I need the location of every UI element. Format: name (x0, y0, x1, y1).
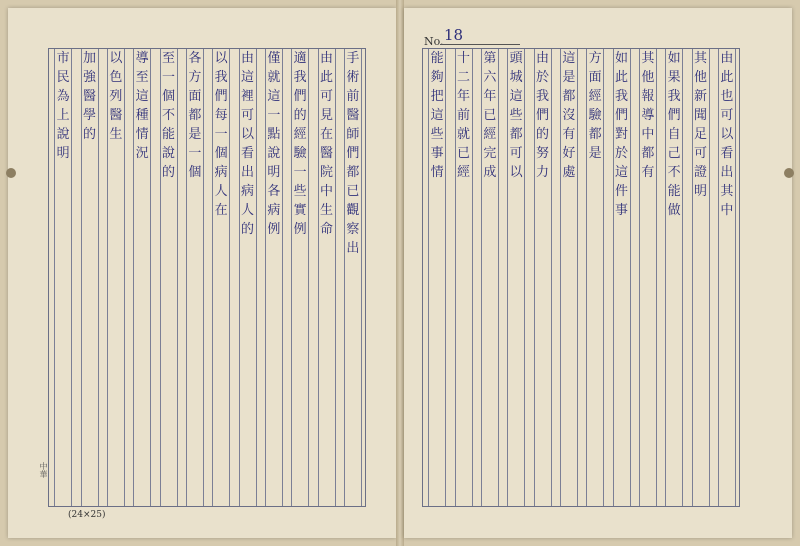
handwritten-char: 其 (641, 51, 655, 66)
handwritten-char: 自 (667, 127, 681, 142)
left-manuscript-page (8, 8, 396, 538)
handwritten-char: 事 (430, 146, 444, 161)
handwritten-char: 這 (614, 165, 628, 180)
handwritten-char: 些 (509, 108, 523, 123)
handwritten-char: 十 (456, 51, 470, 66)
handwritten-char: 學 (82, 108, 96, 123)
handwritten-char: 足 (693, 127, 707, 142)
handwritten-char: 是 (588, 146, 602, 161)
manuscript-column (560, 49, 578, 506)
handwritten-char: 努 (535, 146, 549, 161)
handwritten-char: 中 (319, 184, 333, 199)
handwritten-char: 個 (188, 165, 202, 180)
handwritten-char: 報 (641, 89, 655, 104)
manuscript-column (54, 49, 72, 506)
manuscript-column (81, 49, 99, 506)
handwritten-char: 裡 (240, 89, 254, 104)
handwritten-char: 們 (535, 108, 549, 123)
handwritten-char: 他 (693, 70, 707, 85)
handwritten-char: 個 (214, 146, 228, 161)
handwritten-char: 這 (562, 51, 576, 66)
handwritten-char: 處 (562, 165, 576, 180)
handwritten-char: 明 (56, 146, 70, 161)
handwritten-char: 能 (161, 127, 175, 142)
handwritten-char: 以 (720, 127, 734, 142)
handwritten-char: 對 (614, 127, 628, 142)
manuscript-column (586, 49, 604, 506)
handwritten-char: 種 (135, 108, 149, 123)
handwritten-char: 例 (293, 222, 307, 237)
handwritten-char: 於 (614, 146, 628, 161)
handwritten-char: 可 (240, 108, 254, 123)
handwritten-char: 在 (214, 203, 228, 218)
handwritten-char: 出 (240, 165, 254, 180)
handwritten-char: 實 (293, 203, 307, 218)
handwritten-char: 的 (82, 127, 96, 142)
handwritten-char: 列 (109, 89, 123, 104)
handwritten-char: 由 (535, 51, 549, 66)
handwritten-char: 第 (483, 51, 497, 66)
page-number-underline (440, 44, 520, 45)
handwritten-char: 件 (614, 184, 628, 199)
handwritten-char: 證 (693, 165, 707, 180)
handwritten-char: 些 (293, 184, 307, 199)
handwritten-char: 年 (483, 89, 497, 104)
manuscript-column (133, 49, 151, 506)
handwritten-char: 就 (456, 127, 470, 142)
handwritten-char: 生 (109, 127, 123, 142)
handwritten-char: 中 (641, 127, 655, 142)
handwritten-char: 是 (562, 70, 576, 85)
handwritten-char: 於 (535, 70, 549, 85)
handwritten-char: 明 (693, 184, 707, 199)
handwritten-char: 已 (483, 108, 497, 123)
handwritten-char: 夠 (430, 70, 444, 85)
handwritten-char: 方 (188, 70, 202, 85)
handwritten-char: 生 (319, 203, 333, 218)
manuscript-column (455, 49, 473, 506)
handwritten-char: 病 (267, 203, 281, 218)
handwritten-char: 至 (161, 51, 175, 66)
manuscript-column (507, 49, 525, 506)
handwritten-char: 驗 (588, 108, 602, 123)
handwritten-char: 明 (267, 165, 281, 180)
handwritten-char: 至 (135, 70, 149, 85)
handwritten-char: 頭 (509, 51, 523, 66)
handwritten-char: 年 (456, 89, 470, 104)
handwritten-char: 就 (267, 70, 281, 85)
handwritten-char: 六 (483, 70, 497, 85)
handwritten-char: 可 (693, 146, 707, 161)
manuscript-column (291, 49, 309, 506)
handwritten-char: 導 (135, 51, 149, 66)
handwritten-char: 在 (319, 127, 333, 142)
handwritten-char: 由 (240, 51, 254, 66)
right-manuscript-page (404, 8, 792, 538)
handwritten-char: 各 (188, 51, 202, 66)
handwritten-char: 此 (319, 70, 333, 85)
handwritten-char: 醫 (346, 108, 360, 123)
handwritten-char: 都 (188, 108, 202, 123)
handwritten-char: 出 (346, 241, 360, 256)
handwritten-char: 以 (509, 165, 523, 180)
handwritten-char: 一 (293, 165, 307, 180)
manuscript-column (318, 49, 336, 506)
handwritten-char: 這 (509, 89, 523, 104)
handwritten-char: 經 (588, 89, 602, 104)
handwritten-char: 的 (535, 127, 549, 142)
manuscript-column (428, 49, 446, 506)
handwritten-char: 我 (293, 70, 307, 85)
handwritten-char: 看 (720, 146, 734, 161)
handwritten-char: 每 (214, 108, 228, 123)
handwritten-char: 已 (346, 184, 360, 199)
handwritten-char: 不 (667, 165, 681, 180)
manuscript-column (186, 49, 204, 506)
manuscript-column (718, 49, 736, 506)
handwritten-char: 市 (56, 51, 70, 66)
handwritten-char: 觀 (346, 203, 360, 218)
handwritten-char: 可 (319, 89, 333, 104)
handwritten-char: 這 (240, 70, 254, 85)
handwritten-char: 醫 (109, 108, 123, 123)
handwritten-char: 的 (161, 165, 175, 180)
handwritten-char: 他 (641, 70, 655, 85)
handwritten-char: 命 (319, 222, 333, 237)
manuscript-column (265, 49, 283, 506)
handwritten-char: 前 (456, 108, 470, 123)
binding-hole (6, 168, 16, 178)
handwritten-char: 們 (346, 146, 360, 161)
handwritten-char: 不 (161, 108, 175, 123)
publisher-mark: 中華 (39, 462, 48, 478)
handwritten-char: 此 (720, 70, 734, 85)
handwritten-char: 方 (588, 51, 602, 66)
handwritten-char: 有 (562, 127, 576, 142)
handwritten-char: 說 (161, 146, 175, 161)
handwritten-char: 城 (509, 70, 523, 85)
handwritten-char: 些 (430, 127, 444, 142)
handwritten-char: 一 (161, 70, 175, 85)
manuscript-column (107, 49, 125, 506)
handwritten-char: 適 (293, 51, 307, 66)
handwritten-char: 院 (319, 165, 333, 180)
handwritten-char: 看 (240, 146, 254, 161)
handwritten-char: 人 (214, 184, 228, 199)
handwritten-char: 這 (430, 108, 444, 123)
handwritten-char: 完 (483, 146, 497, 161)
page-number-value: 18 (444, 26, 464, 44)
handwritten-char: 個 (161, 89, 175, 104)
handwritten-char: 其 (720, 184, 734, 199)
handwritten-char: 導 (641, 108, 655, 123)
handwritten-char: 說 (56, 127, 70, 142)
handwritten-char: 二 (456, 70, 470, 85)
handwritten-char: 的 (293, 108, 307, 123)
handwritten-char: 新 (693, 89, 707, 104)
handwritten-char: 們 (214, 89, 228, 104)
handwritten-char: 僅 (267, 51, 281, 66)
handwritten-char: 點 (267, 127, 281, 142)
handwritten-char: 各 (267, 184, 281, 199)
handwritten-char: 可 (720, 108, 734, 123)
handwritten-char: 以 (240, 127, 254, 142)
paper-size-label: (24×25) (68, 510, 106, 520)
handwritten-char: 能 (667, 184, 681, 199)
handwritten-char: 都 (641, 146, 655, 161)
handwritten-char: 聞 (693, 108, 707, 123)
handwritten-char: 經 (456, 165, 470, 180)
manuscript-column (639, 49, 657, 506)
manuscript-column (534, 49, 552, 506)
handwritten-char: 民 (56, 70, 70, 85)
handwritten-char: 面 (588, 70, 602, 85)
handwritten-char: 經 (483, 127, 497, 142)
handwritten-char: 能 (430, 51, 444, 66)
binding-hole (784, 168, 794, 178)
handwritten-char: 一 (188, 146, 202, 161)
handwritten-char: 醫 (319, 146, 333, 161)
page-number-label: No. (424, 35, 444, 48)
handwritten-char: 這 (267, 89, 281, 104)
handwritten-char: 都 (588, 127, 602, 142)
handwritten-char: 中 (720, 203, 734, 218)
handwritten-char: 一 (214, 127, 228, 142)
handwritten-char: 是 (188, 127, 202, 142)
handwritten-char: 已 (456, 146, 470, 161)
handwritten-char: 都 (346, 165, 360, 180)
handwritten-char: 們 (667, 108, 681, 123)
handwritten-char: 病 (214, 165, 228, 180)
handwritten-char: 我 (667, 89, 681, 104)
handwritten-char: 有 (641, 165, 655, 180)
handwritten-char: 沒 (562, 108, 576, 123)
handwritten-char: 術 (346, 70, 360, 85)
handwritten-char: 情 (135, 127, 149, 142)
handwritten-char: 都 (562, 89, 576, 104)
handwritten-char: 如 (614, 51, 628, 66)
handwritten-char: 其 (693, 51, 707, 66)
manuscript-column (692, 49, 710, 506)
handwritten-char: 病 (240, 184, 254, 199)
handwritten-char: 說 (267, 146, 281, 161)
handwritten-char: 這 (135, 89, 149, 104)
handwritten-char: 醫 (82, 89, 96, 104)
handwritten-char: 察 (346, 222, 360, 237)
handwritten-char: 況 (135, 146, 149, 161)
handwritten-char: 例 (267, 222, 281, 237)
handwritten-char: 我 (614, 89, 628, 104)
handwritten-char: 由 (319, 51, 333, 66)
handwritten-char: 手 (346, 51, 360, 66)
handwritten-char: 人 (240, 203, 254, 218)
manuscript-column (160, 49, 178, 506)
manuscript-column (665, 49, 683, 506)
handwritten-char: 如 (667, 51, 681, 66)
handwritten-char: 經 (293, 127, 307, 142)
handwritten-char: 加 (82, 51, 96, 66)
manuscript-column (613, 49, 631, 506)
manuscript-column (344, 49, 362, 506)
handwritten-char: 力 (535, 165, 549, 180)
handwritten-char: 出 (720, 165, 734, 180)
manuscript-column (212, 49, 230, 506)
handwritten-char: 由 (720, 51, 734, 66)
handwritten-char: 為 (56, 89, 70, 104)
handwritten-char: 把 (430, 89, 444, 104)
handwritten-char: 事 (614, 203, 628, 218)
handwritten-char: 都 (509, 127, 523, 142)
handwritten-char: 我 (214, 70, 228, 85)
manuscript-column (239, 49, 257, 506)
handwritten-char: 己 (667, 146, 681, 161)
handwritten-char: 驗 (293, 146, 307, 161)
handwritten-char: 面 (188, 89, 202, 104)
handwritten-char: 也 (720, 89, 734, 104)
handwritten-char: 以 (109, 51, 123, 66)
handwritten-char: 們 (614, 108, 628, 123)
book-gutter (396, 0, 404, 546)
handwritten-char: 強 (82, 70, 96, 85)
handwritten-char: 果 (667, 70, 681, 85)
handwritten-char: 此 (614, 70, 628, 85)
handwritten-char: 見 (319, 108, 333, 123)
right-writing-grid (422, 48, 740, 507)
handwritten-char: 的 (240, 222, 254, 237)
left-writing-grid (48, 48, 366, 507)
handwritten-char: 前 (346, 89, 360, 104)
handwritten-char: 可 (509, 146, 523, 161)
handwritten-char: 們 (293, 89, 307, 104)
handwritten-char: 上 (56, 108, 70, 123)
handwritten-char: 好 (562, 146, 576, 161)
handwritten-char: 一 (267, 108, 281, 123)
handwritten-char: 做 (667, 203, 681, 218)
handwritten-char: 色 (109, 70, 123, 85)
handwritten-char: 師 (346, 127, 360, 142)
handwritten-char: 情 (430, 165, 444, 180)
handwritten-char: 以 (214, 51, 228, 66)
manuscript-column (481, 49, 499, 506)
handwritten-char: 我 (535, 89, 549, 104)
handwritten-char: 成 (483, 165, 497, 180)
